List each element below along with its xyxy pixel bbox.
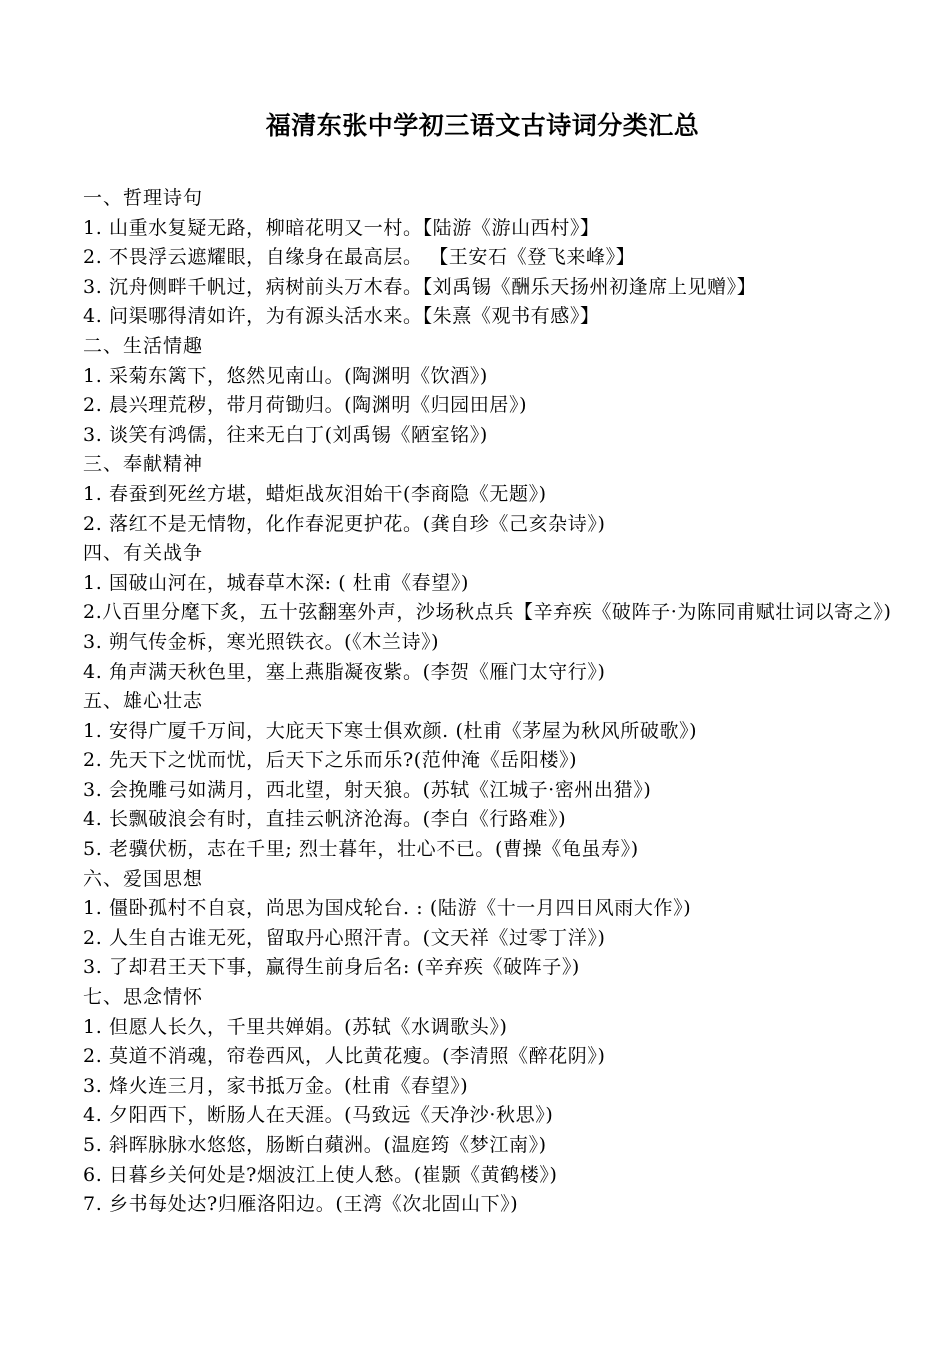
section-heading: 六、爱国思想 bbox=[83, 867, 204, 890]
poem-line: 6. 日暮乡关何处是?烟波江上使人愁。(崔颢《黄鹤楼》) bbox=[83, 1163, 558, 1186]
poem-line: 3. 朔气传金柝，寒光照铁衣。(《木兰诗》) bbox=[83, 630, 440, 653]
section-heading: 五、雄心壮志 bbox=[83, 690, 204, 713]
poem-line: 2. 落红不是无情物，化作春泥更护花。(龚自珍《己亥杂诗》) bbox=[83, 512, 606, 535]
poem-line: 4. 夕阳西下，断肠人在天涯。(马致远《天净沙·秋思》) bbox=[83, 1104, 554, 1127]
poem-line: 1. 山重水复疑无路，柳暗花明又一村。【陆游《游山西村》】 bbox=[83, 216, 600, 239]
poem-line: 4. 角声满天秋色里，塞上燕脂凝夜紫。(李贺《雁门太守行》) bbox=[83, 660, 606, 683]
poem-line: 5. 老骥伏枥，志在千里; 烈士暮年，壮心不已。(曹操《龟虽寿》) bbox=[83, 838, 639, 861]
section-heading: 一、哲理诗句 bbox=[83, 187, 204, 209]
poem-line: 1. 安得广厦千万间，大庇天下寒士俱欢颜. (杜甫《茅屋为秋风所破歌》) bbox=[83, 719, 698, 742]
poem-line: 3. 沉舟侧畔千帆过，病树前头万木春。【刘禹锡《酬乐天扬州初逢席上见赠》】 bbox=[83, 275, 757, 298]
poem-line: 2. 人生自古谁无死，留取丹心照汗青。(文天祥《过零丁洋》) bbox=[83, 926, 606, 949]
poem-line: 2. 晨兴理荒秽，带月荷锄归。(陶渊明《归园田居》) bbox=[83, 394, 528, 417]
section-heading: 七、思念情怀 bbox=[83, 986, 204, 1009]
poem-line: 3. 谈笑有鸿儒，往来无白丁(刘禹锡《陋室铭》) bbox=[83, 423, 488, 446]
section-heading: 三、奉献精神 bbox=[83, 453, 204, 476]
poem-line: 1. 但愿人长久，千里共婵娟。(苏轼《水调歌头》) bbox=[83, 1015, 508, 1038]
poem-line: 1. 国破山河在，城春草木深: ( 杜甫《春望》) bbox=[83, 571, 469, 594]
poem-line: 3. 了却君王天下事，赢得生前身后名: (辛弃疾《破阵子》) bbox=[83, 956, 580, 979]
poem-line: 3. 会挽雕弓如满月，西北望，射天狼。(苏轼《江城子·密州出猎》) bbox=[83, 778, 652, 801]
poem-line: 1. 采菊东篱下，悠然见南山。(陶渊明《饮酒》) bbox=[83, 364, 488, 387]
poem-line: 2. 先天下之忧而忧，后天下之乐而乐?(范仲淹《岳阳楼》) bbox=[83, 749, 578, 772]
poem-line: 1. 春蚕到死丝方堪，蜡炬战灰泪始干(李商隐《无题》) bbox=[83, 482, 547, 505]
poem-line: 7. 乡书每处达?归雁洛阳边。(王湾《次北固山下》) bbox=[83, 1193, 519, 1216]
document-title: 福清东张中学初三语文古诗词分类汇总 bbox=[265, 111, 700, 140]
poem-line: 4. 长飘破浪会有时，直挂云帆济沧海。(李白《行路难》) bbox=[83, 808, 567, 831]
poem-line: 1. 僵卧孤村不自哀，尚思为国戍轮台. : (陆游《十一月四日风雨大作》) bbox=[83, 897, 692, 920]
poem-line: 5. 斜晖脉脉水悠悠，肠断白蘋洲。(温庭筠《梦江南》) bbox=[83, 1134, 547, 1156]
poem-line: 4. 问渠哪得清如许，为有源头活水来。【朱熹《观书有感》】 bbox=[83, 305, 600, 328]
section-heading: 二、生活情趣 bbox=[83, 334, 204, 357]
poem-list bbox=[83, 184, 893, 1220]
poem-line: 3. 烽火连三月，家书抵万金。(杜甫《春望》) bbox=[83, 1074, 469, 1097]
poem-line: 2.八百里分麾下炙，五十弦翻塞外声，沙场秋点兵【辛弃疾《破阵子·为陈同甫赋壮词以寄之》) bbox=[83, 601, 892, 624]
poem-line: 2. 不畏浮云遮耀眼，自缘身在最高层。 【王安石《登飞来峰》】 bbox=[83, 246, 636, 269]
section-heading: 四、有关战争 bbox=[83, 542, 204, 565]
poem-line: 2. 莫道不消魂，帘卷西风，人比黄花瘦。(李清照《醉花阴》) bbox=[83, 1045, 606, 1068]
